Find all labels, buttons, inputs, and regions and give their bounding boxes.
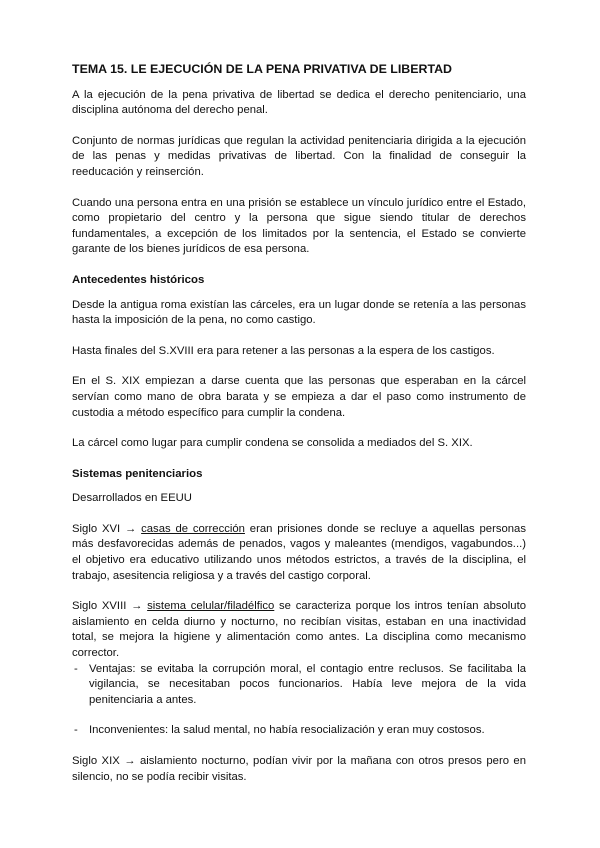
sistema-celular-term: sistema celular/filadélfico bbox=[147, 600, 275, 613]
dash-bullet: - bbox=[74, 724, 78, 737]
section-heading-antecedentes: Antecedentes históricos bbox=[72, 273, 205, 286]
list-item-inconvenientes bbox=[72, 723, 526, 739]
siglo-xvi-prefix: Siglo XVI → bbox=[72, 522, 142, 535]
siglo-xix-paragraph: Siglo XIX → aislamiento nocturno, podían vivir por la mañana con otros presos pero en silencio, no se podía recibir visitas. bbox=[72, 755, 526, 783]
siglo-xvi-text: eran prisiones donde se recluye a aquellas personas más desfavorecidas además de penados, vagos y maleantes (mendigos, vagabundos...) el objetivo era educativo utilizando unos métodos estrictos, a través de la disciplina, el trabajo, asesitencia religiosa y a través del castigo corporal. bbox=[72, 522, 526, 582]
siglo-xviii-paragraph bbox=[72, 599, 526, 661]
intro-paragraph-3: Cuando una persona entra en una prisión se establece un vínculo jurídico entre el Estado, como propietario del centro y la persona que sigue siendo titular de derechos fundamentales, a excepción de los limitados por la sentencia, el Estado se convierte garante de los bienes jurídicos de esa persona. bbox=[72, 196, 526, 256]
siglo-xviii-list bbox=[72, 662, 526, 739]
list-item-ventajas bbox=[72, 662, 526, 709]
antecedentes-paragraph-2: Hasta finales del S.XVIII era para retener a las personas a la espera de los castigos. bbox=[72, 344, 495, 357]
siglo-xvi-paragraph bbox=[72, 522, 526, 584]
sistemas-subtitle: Desarrollados en EEUU bbox=[72, 492, 192, 505]
intro-paragraph-1: A la ejecución de la pena privativa de libertad se dedica el derecho penitenciario, una disciplina autónoma del derecho penal. bbox=[72, 88, 526, 117]
antecedentes-paragraph-4: La cárcel como lugar para cumplir condena se consolida a mediados del S. XIX. bbox=[72, 437, 473, 450]
siglo-xviii-text: se caracteriza porque los intros tenían absoluto aislamiento en celda diurno y nocturno, no recibían visitas, estaban en una inactividad total, se mejora la higiene y alimentación como antes. La disciplina como mecanismo corrector. bbox=[72, 600, 526, 660]
antecedentes-paragraph-1: Desde la antigua roma existían las cárceles, era un lugar donde se retenía a las personas hasta la imposición de la pena, no como castigo. bbox=[72, 298, 526, 327]
dash-bullet: - bbox=[74, 662, 78, 675]
section-heading-sistemas: Sistemas penitenciarios bbox=[72, 467, 203, 480]
siglo-xviii-prefix: Siglo XVIII → bbox=[72, 600, 148, 613]
casas-correccion-term: casas de corrección bbox=[141, 522, 245, 535]
antecedentes-paragraph-3: En el S. XIX empiezan a darse cuenta que las personas que esperaban en la cárcel servían como mano de obra barata y se empieza a dar el paso como instrumento de custodia a método específico para cumplir la condena. bbox=[72, 375, 526, 419]
document-title: TEMA 15. LE EJECUCIÓN DE LA PENA PRIVATIVA DE LIBERTAD bbox=[72, 62, 453, 76]
document-page bbox=[72, 62, 526, 800]
ventajas-text: Ventajas: se evitaba la corrupción moral, el contagio entre reclusos. Se facilitaba la vigilancia, se necesitaban pocos funcionarios. Había leve mejora de la vida penitenciaria a antes. bbox=[89, 662, 526, 706]
intro-paragraph-2: Conjunto de normas jurídicas que regulan la actividad penitenciaria dirigida a la ejecución de las penas y medidas privativas de libertad. Con la finalidad de conseguir la reeducación y reinserción. bbox=[72, 134, 526, 178]
inconvenientes-text: Inconvenientes: la salud mental, no había resocialización y eran muy costosos. bbox=[89, 724, 485, 737]
